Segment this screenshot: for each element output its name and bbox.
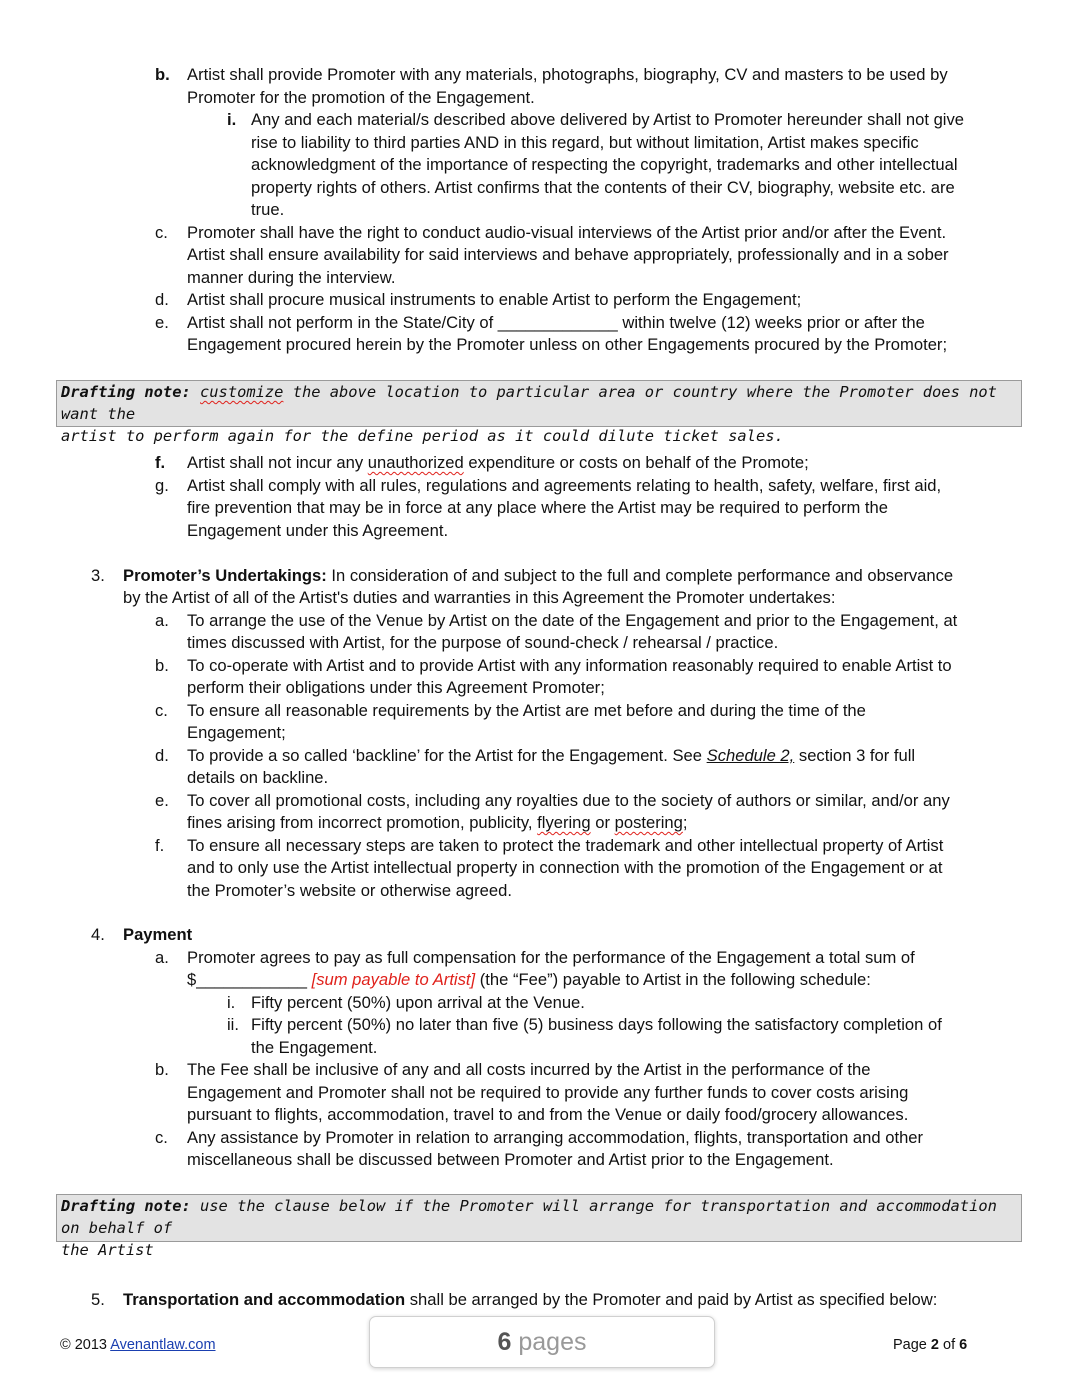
item-marker: b.: [155, 65, 170, 84]
clause-text: Promoter agrees to pay as full compensation for the performance of the Engagement a total sum of: [187, 948, 915, 967]
item-marker: a.: [155, 948, 169, 967]
clause-text: Artist shall ensure availability for said interviews and behave appropriately, professionally and in a sober: [187, 245, 949, 264]
item-marker: f.: [155, 453, 166, 472]
item-marker: f.: [155, 836, 165, 855]
item-marker: c.: [155, 1128, 168, 1147]
section-heading: Promoter’s Undertakings:: [123, 566, 327, 585]
clause-text: Artist shall provide Promoter with any materials, photographs, biography, CV and masters to be used by: [187, 65, 948, 84]
item-marker: e.: [155, 791, 169, 810]
clause-text: To ensure all reasonable requirements by the Artist are met before and during the time of the: [187, 701, 866, 720]
clause-text: pursuant to flights, accommodation, travel to and from the Venue or daily food/grocery allowances.: [187, 1105, 909, 1124]
clause-text: Engagement and Promoter shall not be required to provide any further funds to cover costs arising: [187, 1083, 909, 1102]
clause-text: fines arising from incorrect promotion, publicity, flyering or postering;: [187, 813, 688, 832]
clause-text: To arrange the use of the Venue by Artist on the date of the Engagement and prior to the Engagement, at: [187, 611, 958, 630]
section-number: 4.: [91, 925, 105, 944]
clause-text: the Engagement.: [251, 1038, 378, 1057]
clause-text: Transportation and accommodation shall be arranged by the Promoter and paid by Artist as specified below:: [123, 1290, 938, 1309]
item-marker: c.: [155, 701, 168, 720]
current-page: 2: [930, 1337, 939, 1353]
clause-text: the Promoter’s website or otherwise agreed.: [187, 881, 512, 900]
note-text: the above location to particular area or country where the Promoter does not want the: [61, 383, 997, 423]
note-label: Drafting note:: [61, 383, 191, 401]
section-number: 5.: [91, 1290, 105, 1309]
clause-text: times discussed with Artist, for the purpose of sound-check / rehearsal / practice.: [187, 633, 779, 652]
page-count-number: 6: [497, 1328, 512, 1356]
clause-text: manner during the interview.: [187, 268, 396, 287]
spellcheck-word: flyering: [537, 813, 591, 832]
item-marker: ii.: [227, 1015, 239, 1034]
spellcheck-word: postering: [614, 813, 683, 832]
clause-text: Engagement;: [187, 723, 286, 742]
item-marker: e.: [155, 313, 169, 332]
section-heading: Transportation and accommodation: [123, 1290, 406, 1309]
item-marker: b.: [155, 656, 169, 675]
clause-text: details on backline.: [187, 768, 329, 787]
note-text: use the clause below if the Promoter will arrange for transportation and accommodation on behalf of: [61, 1197, 997, 1237]
clause-text: Promoter for the promotion of the Engagement.: [187, 88, 535, 107]
clause-text: true.: [251, 200, 285, 219]
clause-text: To ensure all necessary steps are taken to protect the trademark and other intellectual property of Artist: [187, 836, 944, 855]
item-marker: d.: [155, 290, 169, 309]
section-number: 3.: [91, 566, 105, 585]
fee-blank: $____________: [187, 970, 312, 989]
clause-text: The Fee shall be inclusive of any and all costs incurred by the Artist in the performance of the: [187, 1060, 871, 1079]
clause-text: property rights of others. Artist confirms that the contents of their CV, biography, website etc. are: [251, 178, 955, 197]
clause-text: Artist shall procure musical instruments to enable Artist to perform the Engagement;: [187, 290, 802, 309]
clause-text: acknowledgment of the importance of respecting the copyright, trademarks and other intellectual: [251, 155, 958, 174]
item-marker: c.: [155, 223, 168, 242]
clause-text: Promoter shall have the right to conduct audio-visual interviews of the Artist prior and/or after the Event.: [187, 223, 947, 242]
clause-text: Artist shall not incur any unauthorized expenditure or costs on behalf of the Promote;: [187, 453, 809, 472]
page-count-word: pages: [511, 1328, 587, 1356]
clause-text: fire prevention that may be in force at any place where the Artist may be required to perform the: [187, 498, 888, 517]
total-pages: 6: [959, 1337, 968, 1353]
clause-text: Fifty percent (50%) upon arrival at the Venue.: [251, 993, 585, 1012]
clause-text: To co-operate with Artist and to provide Artist with any information reasonably required to enable Artist to: [187, 656, 952, 675]
footer-copyright: © 2013 Avenantlaw.com: [60, 1337, 216, 1353]
page-count-badge: [369, 1316, 715, 1368]
item-marker: g.: [155, 476, 169, 495]
item-marker: d.: [155, 746, 169, 765]
clause-text: Engagement procured herein by the Promoter unless on other Engagements procured by the Promoter;: [187, 335, 948, 354]
item-marker: i.: [227, 993, 236, 1012]
note-label: Drafting note:: [61, 1197, 191, 1215]
section-intro: by the Artist of all of the Artist's duties and warranties in this Agreement the Promoter undertakes:: [123, 588, 836, 607]
section-heading: Payment: [123, 925, 193, 944]
clause-text: Engagement under this Agreement.: [187, 521, 449, 540]
spellcheck-word: customize: [200, 383, 284, 401]
clause-text: Artist shall not perform in the State/City of _____________ within twelve (12) weeks prior or after the: [187, 313, 925, 332]
spellcheck-word: unauthorized: [367, 453, 464, 472]
item-marker: i.: [227, 110, 237, 129]
note-text: artist to perform again for the define period as it could dilute ticket sales.: [61, 427, 784, 445]
clause-text: rise to liability to third parties AND in this regard, but without limitation, Artist makes specific: [251, 133, 919, 152]
note-text: the Artist: [61, 1241, 154, 1259]
page-indicator: Page 2 of 6: [893, 1337, 968, 1353]
clause-text: Any and each material/s described above delivered by Artist to Promoter hereunder shall not give: [251, 110, 965, 129]
site-link[interactable]: Avenantlaw.com: [110, 1337, 216, 1353]
section-intro: Promoter’s Undertakings: In consideration of and subject to the full and complete performance and observance: [123, 566, 954, 585]
drafting-note: [56, 380, 1022, 445]
drafting-note: [56, 1194, 1022, 1259]
clause-text: Artist shall comply with all rules, regulations and agreements relating to health, safety, welfare, first aid,: [187, 476, 942, 495]
schedule-link[interactable]: Schedule 2,: [706, 746, 795, 765]
clause-text: Any assistance by Promoter in relation to arranging accommodation, flights, transportation and other: [187, 1128, 924, 1147]
clause-text: and to only use the Artist intellectual property in connection with the promotion of the Engagement or at: [187, 858, 943, 877]
clause-text: To provide a so called ‘backline’ for the Artist for the Engagement. See Schedule 2, section 3 for full: [187, 746, 916, 765]
item-marker: b.: [155, 1060, 169, 1079]
clause-text: miscellaneous shall be discussed between Promoter and Artist prior to the Engagement.: [187, 1150, 834, 1169]
clause-text: $____________ [sum payable to Artist] (the “Fee”) payable to Artist in the following schedule:: [187, 970, 871, 989]
clause-text: Fifty percent (50%) no later than five (5) business days following the satisfactory completion of: [251, 1015, 942, 1034]
item-marker: a.: [155, 611, 169, 630]
fee-placeholder: [sum payable to Artist]: [311, 970, 476, 989]
clause-text: perform their obligations under this Agreement Promoter;: [187, 678, 605, 697]
clause-text: To cover all promotional costs, including any royalties due to the society of authors or similar, and/or any: [187, 791, 950, 810]
